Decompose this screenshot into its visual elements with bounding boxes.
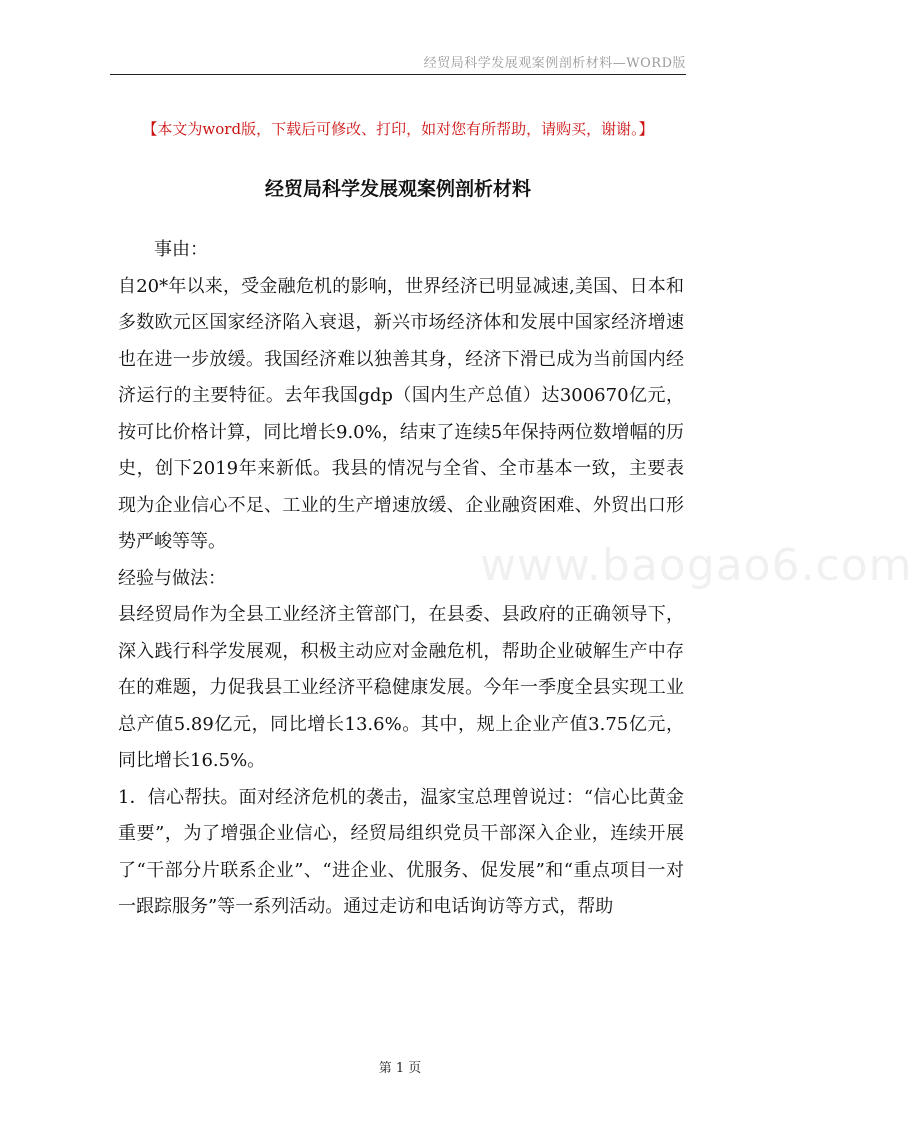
point-1-paragraph: 1．信心帮扶。面对经济危机的袭击，温家宝总理曾说过：“信心比黄金重要”，为了增强企业信心，经贸局组织党员干部深入企业，连续开展了“干部分片联系企业”、“进企业、优服务、促发展”和“重点项目一对一跟踪服务”等一系列活动。通过走访和电话询访等方式，帮助 <box>118 786 684 917</box>
watermark: www.baogao6.com <box>480 540 912 591</box>
purchase-notice: 【本文为word版，下载后可修改、打印，如对您有所帮助，请购买，谢谢。】 <box>142 120 654 138</box>
header-divider <box>110 74 686 75</box>
page-number: 第 1 页 <box>378 1061 422 1076</box>
experience-heading: 经验与做法： <box>118 567 226 589</box>
experience-paragraph: 县经贸局作为全县工业经济主管部门，在县委、县政府的正确领导下，深入践行科学发展观，积极主动应对金融危机，帮助企业破解生产中存在的难题，力促我县工业经济平稳健康发展。今年一季度全县实现工业总产值5.89亿元，同比增长13.6%。其中，规上企业产值3.75亿元，同比增长16.5%。 <box>118 604 684 771</box>
reason-heading: 事由： <box>154 239 208 260</box>
reason-paragraph: 自20*年以来，受金融危机的影响，世界经济已明显减速,美国、日本和多数欧元区国家经济陷入衰退，新兴市场经济体和发展中国家经济增速也在进一步放缓。我国经济难以独善其身，经济下滑已成为当前国内经济运行的主要特征。去年我国gdp（国内生产总值）达300670亿元，按可比价格计算，同比增长9.0%，结束了连续5年保持两位数增幅的历史，创下2019年来新低。我县的情况与全省、全市基本一致，主要表现为企业信心不足、工业的生产增速放缓、企业融资困难、外贸出口形势严峻等等。 <box>118 275 684 552</box>
running-header: 经贸局科学发展观案例剖析材料—WORD版 <box>423 56 686 71</box>
document-title: 经贸局科学发展观案例剖析材料 <box>264 178 531 200</box>
